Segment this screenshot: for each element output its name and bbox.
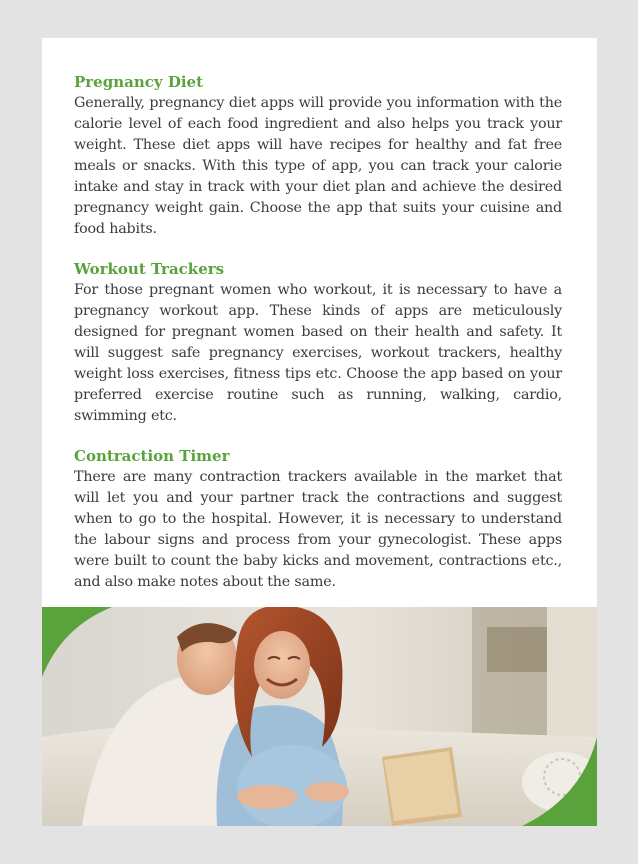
section-heading: Contraction Timer xyxy=(74,447,230,465)
article-content xyxy=(74,72,562,612)
section-pregnancy-diet xyxy=(74,72,562,240)
couple-photo-illustration xyxy=(42,607,597,826)
section-workout-trackers xyxy=(74,259,562,427)
section-body: Generally, pregnancy diet apps will provide you information with the calorie level of each food ingredient and also helps you track your weight. These diet apps will have recipes for healthy and fat free meals or snacks. With this type of app, you can track your calorie intake and stay in track with your diet plan and achieve the desired pregnancy weight gain. Choose the app that suits your cuisine and food habits. xyxy=(74,95,562,237)
couple-photo xyxy=(42,607,597,826)
section-body: There are many contraction trackers available in the market that will let you and your partner track the contractions and suggest when to go to the hospital. However, it is necessary to understand the labour signs and process from your gynecologist. These apps were built to count the baby kicks and movement, contractions etc., and also make notes about the same. xyxy=(74,469,562,590)
section-body: For those pregnant women who workout, it is necessary to have a pregnancy workout app. These kinds of apps are meticulously designed for pregnant women based on their health and safety. It will suggest safe pregnancy exercises, workout trackers, healthy weight loss exercises, fitness tips etc. Choose the app based on your preferred exercise routine such as running, walking, cardio, swimming etc. xyxy=(74,282,562,424)
section-contraction-timer xyxy=(74,446,562,593)
section-heading: Workout Trackers xyxy=(74,260,225,278)
document-page xyxy=(42,38,597,826)
section-heading: Pregnancy Diet xyxy=(74,73,203,91)
